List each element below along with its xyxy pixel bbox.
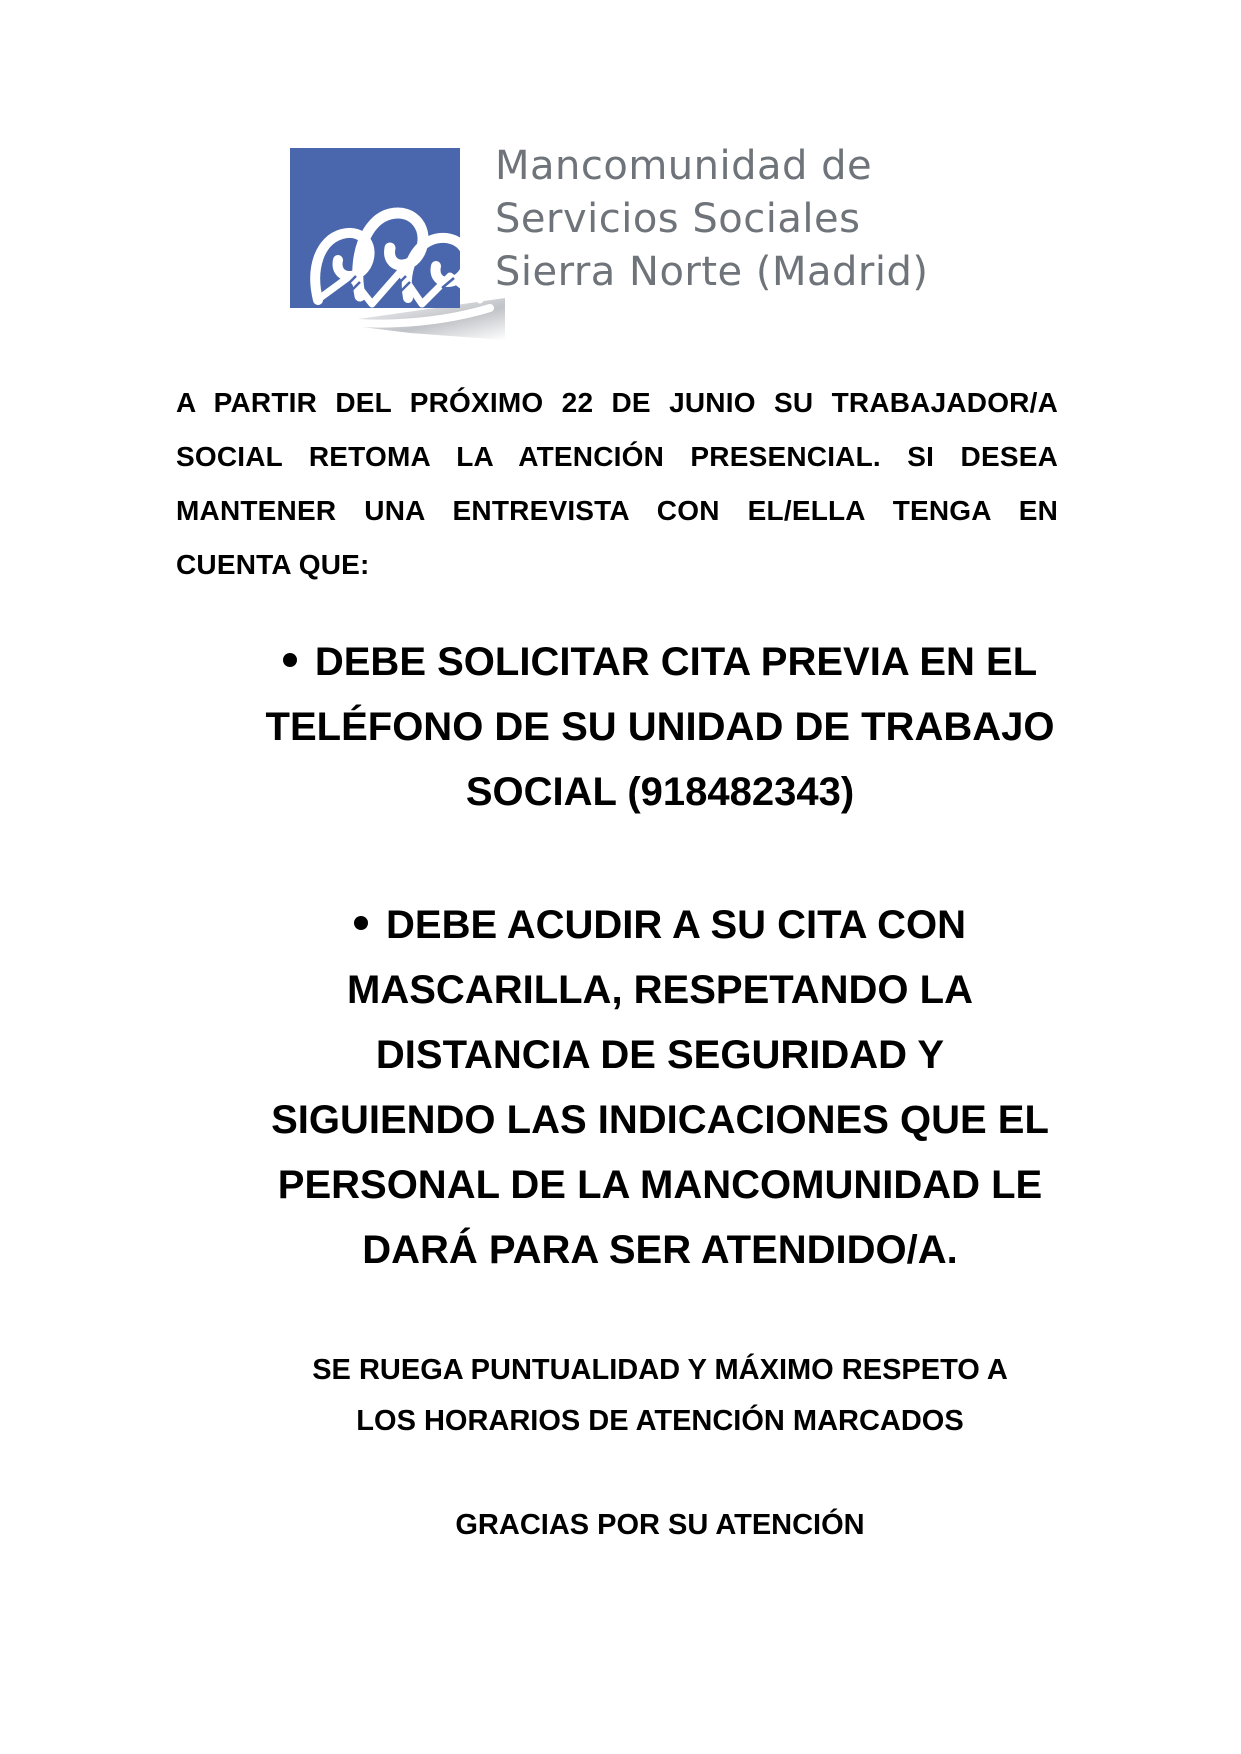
bullet-line: DARÁ PARA SER ATENDIDO/A. bbox=[362, 1228, 958, 1272]
bullet-line: SIGUIENDO LAS INDICACIONES QUE EL bbox=[271, 1098, 1049, 1142]
bullet-mask-rules bbox=[240, 893, 1080, 1283]
bullet-line: PERSONAL DE LA MANCOMUNIDAD LE bbox=[277, 1163, 1043, 1207]
bullet-line: SOCIAL (918482343) bbox=[465, 770, 855, 814]
thanks-note: GRACIAS POR SU ATENCIÓN bbox=[455, 1509, 865, 1541]
bullet-icon bbox=[283, 653, 297, 667]
organization-name bbox=[495, 140, 928, 299]
bullet-appointment bbox=[240, 630, 1080, 825]
punctuality-note-line-1: SE RUEGA PUNTUALIDAD Y MÁXIMO RESPETO A bbox=[312, 1354, 1008, 1386]
bullet-line: DISTANCIA DE SEGURIDAD Y bbox=[375, 1033, 945, 1077]
bullet-line: TELÉFONO DE SU UNIDAD DE TRABAJO bbox=[265, 705, 1055, 749]
bullet-icon bbox=[354, 916, 368, 930]
bullet-line: DEBE SOLICITAR CITA PREVIA EN EL bbox=[240, 630, 1080, 695]
organization-name-line-3: Sierra Norte (Madrid) bbox=[495, 249, 929, 295]
bullet-line: DEBE ACUDIR A SU CITA CON bbox=[240, 893, 1080, 958]
intro-paragraph: A PARTIR DEL PRÓXIMO 22 DE JUNIO SU TRABAJADOR/A SOCIAL RETOMA LA ATENCIÓN PRESENCIAL. SI DESEA MANTENER UNA ENTREVISTA CON EL/ELLA TENGA EN CUENTA QUE: bbox=[176, 387, 1058, 580]
punctuality-note-line-2: LOS HORARIOS DE ATENCIÓN MARCADOS bbox=[356, 1405, 964, 1437]
organization-name-line-2: Servicios Sociales bbox=[495, 196, 861, 242]
punctuality-note bbox=[240, 1345, 1080, 1447]
people-holding-hands-icon bbox=[290, 148, 520, 343]
bullet-line: MASCARILLA, RESPETANDO LA bbox=[347, 968, 973, 1012]
organization-name-line-1: Mancomunidad de bbox=[495, 143, 873, 189]
organization-logo bbox=[290, 140, 970, 350]
